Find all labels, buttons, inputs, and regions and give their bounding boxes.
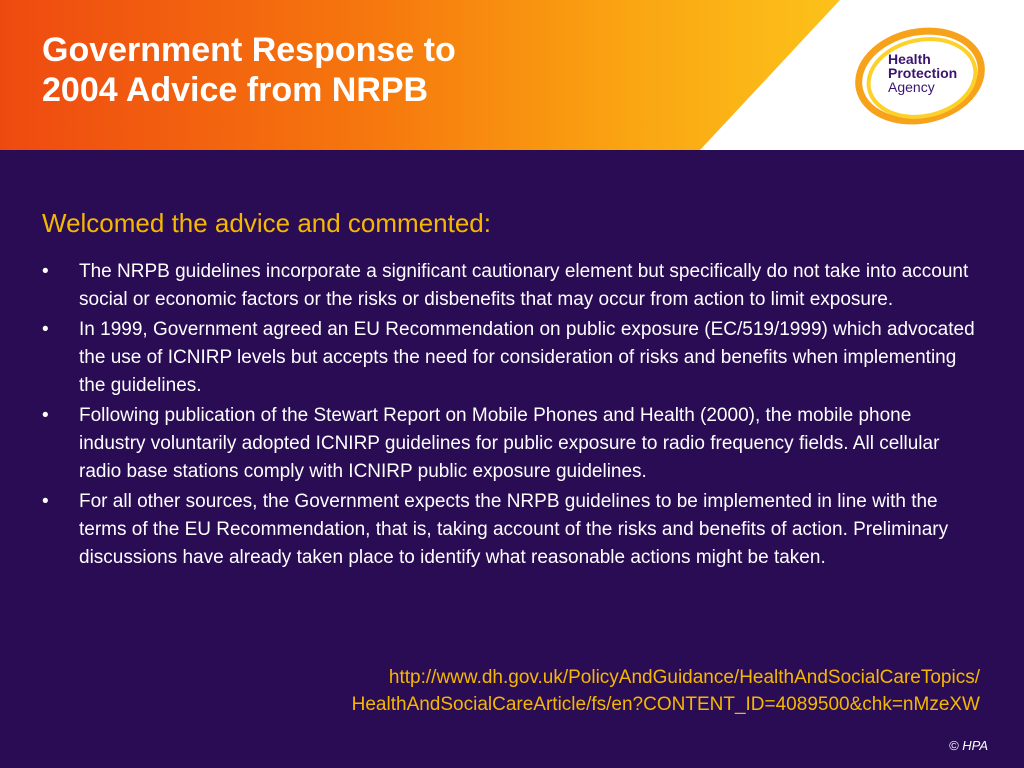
bullet-marker: • [42, 261, 49, 282]
source-link-line-1[interactable]: http://www.dh.gov.uk/PolicyAndGuidance/HealthAndSocialCareTopics/ [388, 667, 980, 688]
source-link-line-2[interactable]: HealthAndSocialCareArticle/fs/en?CONTENT_ID=4089500&chk=nMzeXW [351, 694, 980, 715]
logo-line-health: Health [888, 51, 931, 67]
source-link[interactable] [180, 664, 980, 718]
bullet-item [42, 316, 982, 400]
copyright-notice: © HPA [949, 738, 988, 753]
bullet-marker: • [42, 319, 49, 340]
logo-line-protection: Protection [888, 65, 958, 81]
bullet-marker: • [42, 405, 49, 426]
bullet-text: In 1999, Government agreed an EU Recommendation on public exposure (EC/519/1999) which advocated the use of ICNIRP levels but accepts the need for consideration of risks and benefits when implementing the guidelines. [79, 319, 975, 396]
slide-title: Government Response to 2004 Advice from NRPB [42, 31, 456, 109]
bullet-item [42, 402, 982, 486]
logo-text [888, 52, 957, 94]
bullet-marker: • [42, 491, 49, 512]
bullet-text: The NRPB guidelines incorporate a significant cautionary element but specifically do not take into account social or economic factors or the risks or disbenefits that may occur from action to limit exposure. [79, 261, 969, 310]
bullet-list [42, 258, 982, 574]
logo-line-agency: Agency [888, 79, 935, 95]
bullet-text: For all other sources, the Government expects the NRPB guidelines to be implemented in line with the terms of the EU Recommendation, that is, taking account of the risks and benefits of action. Preliminary discussions have already taken place to identify what reasonable actions might be taken. [79, 491, 949, 568]
slide-subtitle: Welcomed the advice and commented: [42, 208, 491, 238]
bullet-item [42, 258, 982, 314]
hpa-logo [852, 22, 992, 130]
bullet-item [42, 488, 982, 572]
bullet-text: Following publication of the Stewart Report on Mobile Phones and Health (2000), the mobile phone industry voluntarily adopted ICNIRP guidelines for public exposure to radio frequency fields. All cellular radio base stations comply with ICNIRP public exposure guidelines. [79, 405, 940, 482]
